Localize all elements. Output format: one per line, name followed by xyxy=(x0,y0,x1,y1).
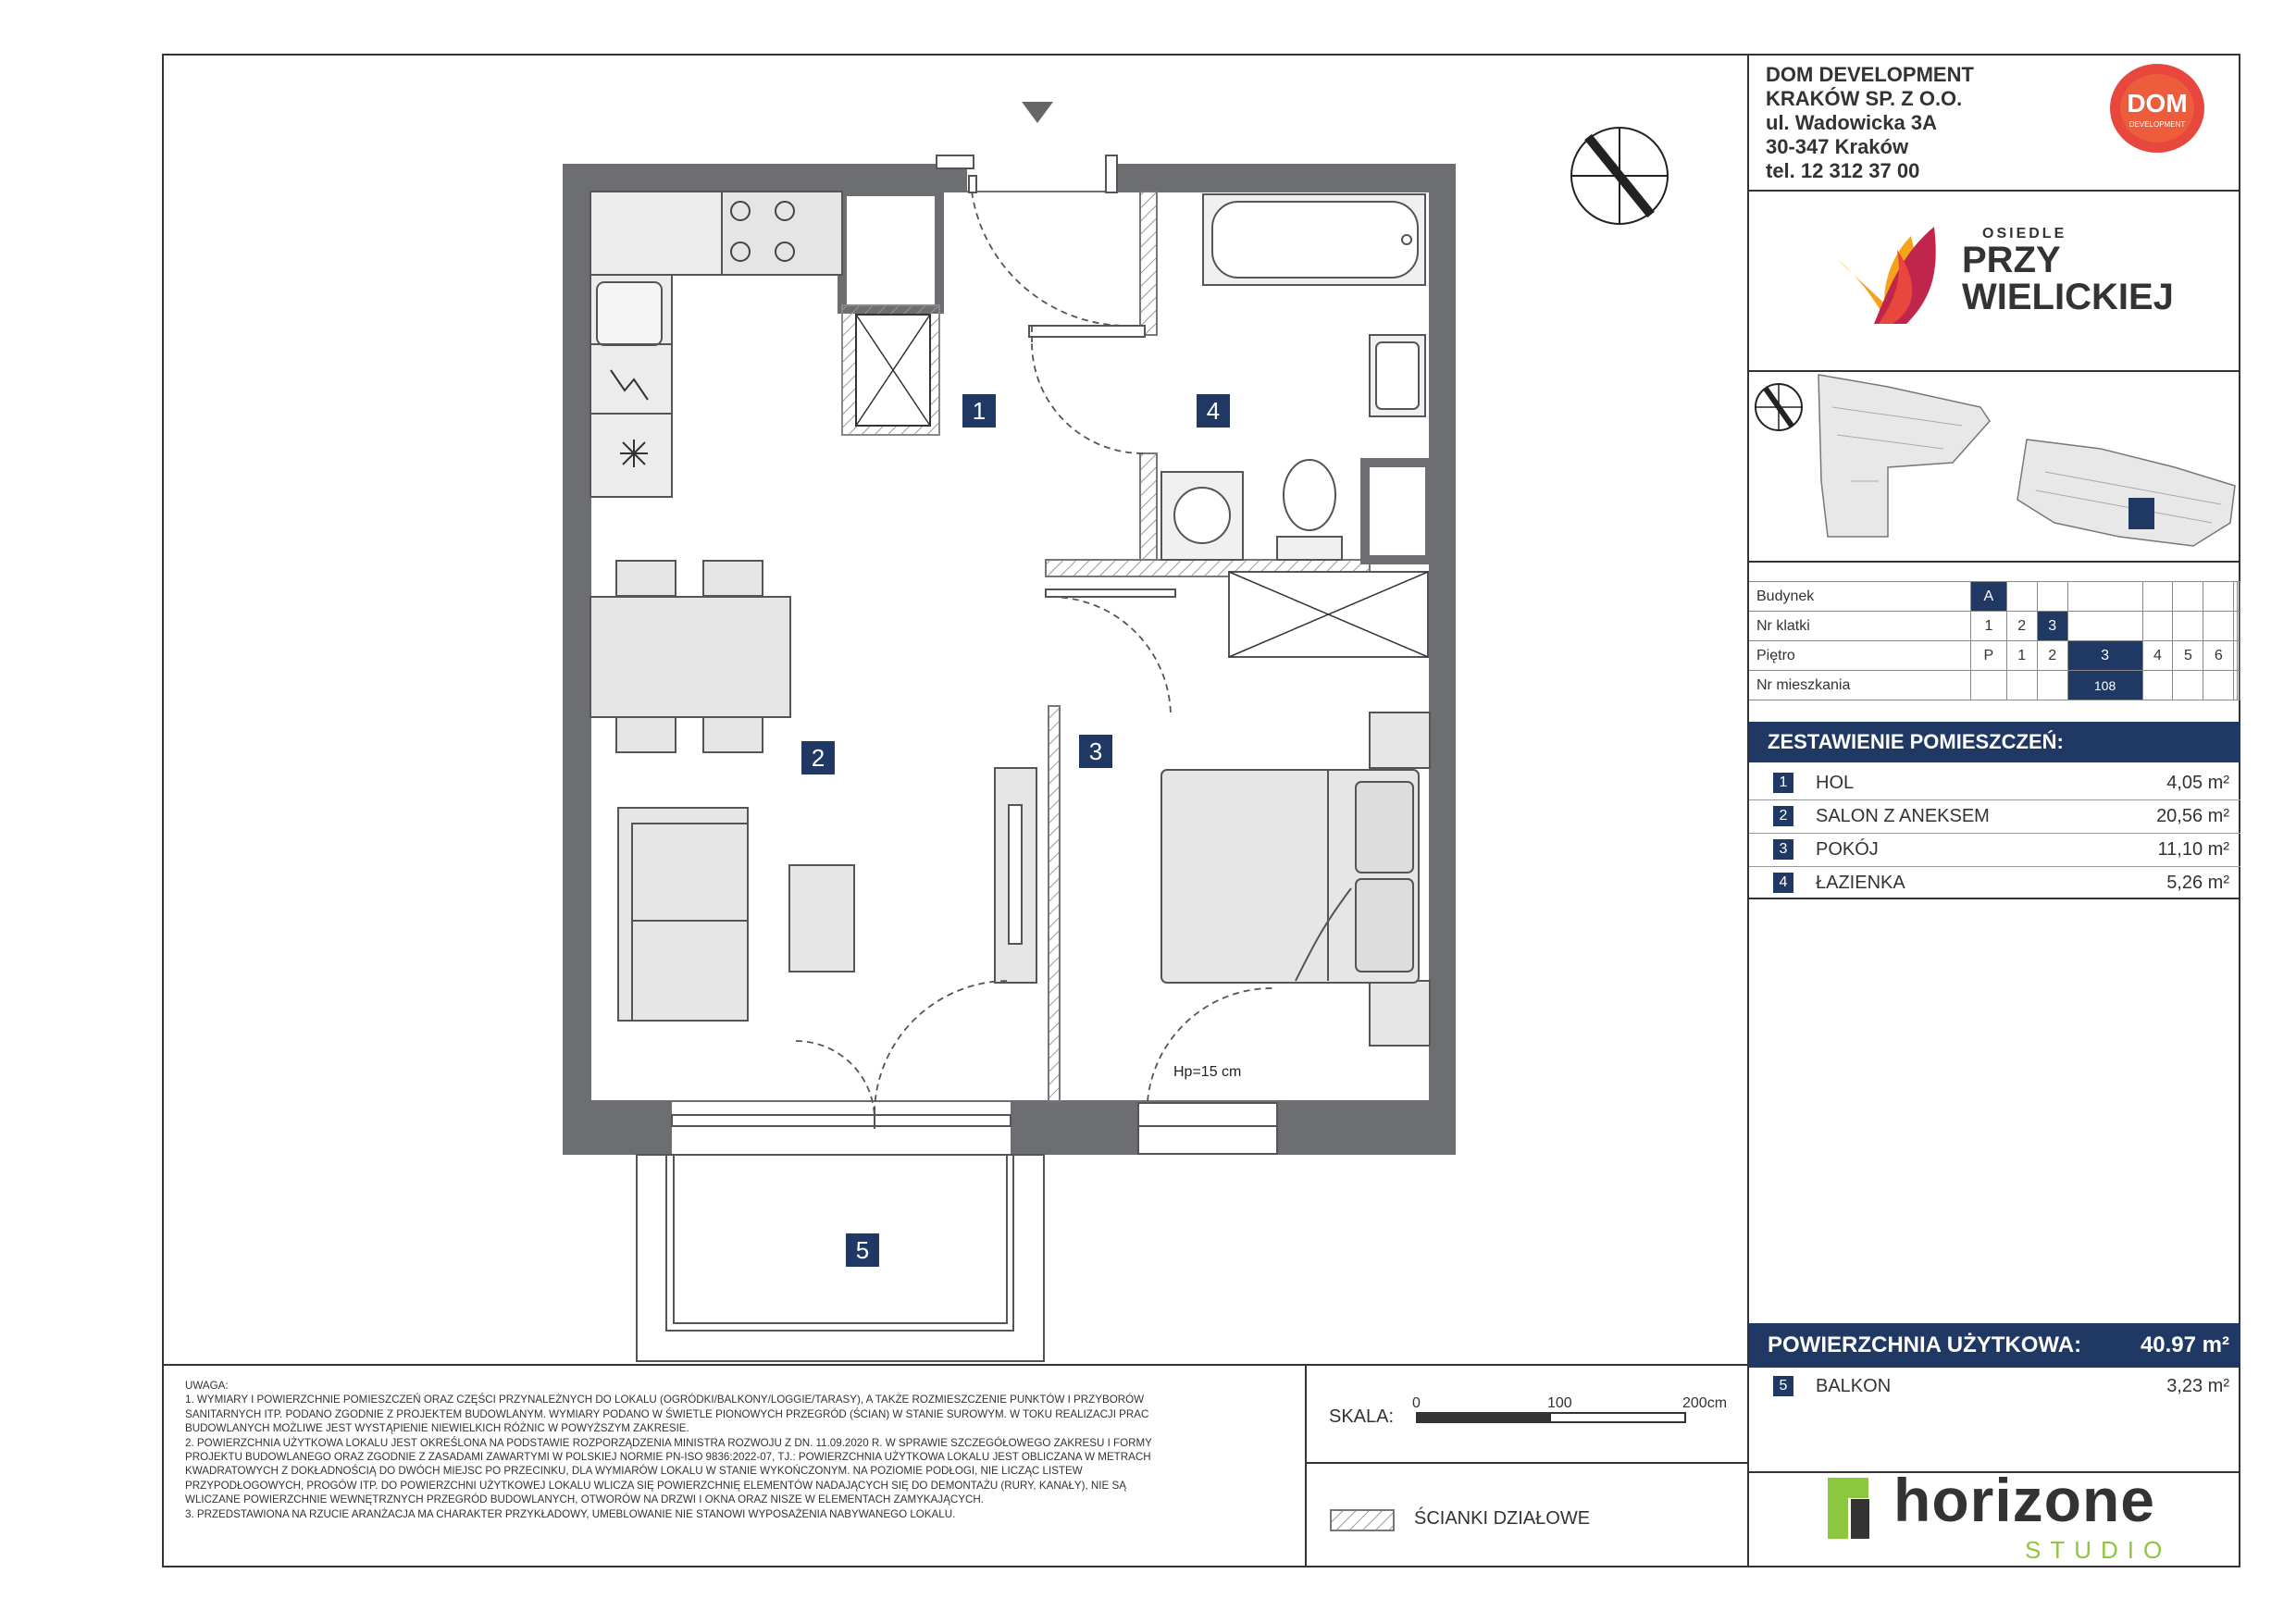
info-cell: 5 xyxy=(2173,641,2203,671)
estate-logo-line1: OSIEDLE xyxy=(1982,226,2067,242)
info-cell xyxy=(2006,582,2037,612)
info-cell xyxy=(2142,671,2173,700)
dom-logo-text xyxy=(2110,91,2204,117)
info-cell: 2 xyxy=(2006,612,2037,641)
toilet xyxy=(1277,460,1342,560)
info-cell xyxy=(2173,671,2203,700)
info-row-building xyxy=(1749,582,2240,612)
coffee-table xyxy=(789,865,854,972)
notes xyxy=(185,1379,1291,1521)
info-cell xyxy=(2203,612,2234,641)
info-cell xyxy=(1971,671,2007,700)
compass-small-icon xyxy=(1756,384,1802,430)
location-table xyxy=(1749,581,2240,700)
window-sill-height-label: Hp=15 cm xyxy=(1173,1064,1242,1080)
balcony-area: 3,23 m² xyxy=(2166,1376,2229,1396)
info-cell: A xyxy=(1971,582,2007,612)
scale-tick-100: 100 xyxy=(1547,1395,1572,1411)
key-plan-flat-marker xyxy=(2128,498,2154,529)
key-plan xyxy=(1818,375,2235,546)
horizone-logo-mark xyxy=(1828,1478,1869,1539)
total-area-bar xyxy=(1749,1323,2240,1368)
info-cell xyxy=(2173,612,2203,641)
sink xyxy=(597,282,662,345)
total-area-value: 40.97 m² xyxy=(2140,1332,2229,1357)
windows xyxy=(672,1103,1277,1154)
room-area: 5,26 m² xyxy=(2166,873,2229,893)
info-cell: 1 xyxy=(1971,612,2007,641)
notes-title: UWAGA: xyxy=(185,1380,229,1392)
info-cell xyxy=(2037,582,2067,612)
info-cell: 4 xyxy=(2142,641,2173,671)
balcony-name: BALKON xyxy=(1816,1376,1892,1396)
info-cell xyxy=(2173,582,2203,612)
info-cell: P xyxy=(1971,641,2007,671)
room-badge-3: 3 xyxy=(1079,735,1112,768)
legend-hatch xyxy=(1331,1510,1394,1530)
room-area: 4,05 m² xyxy=(2166,773,2229,793)
room-row xyxy=(1749,799,2240,833)
dom-logo-word: DOM xyxy=(2127,89,2188,118)
room-name: SALON Z ANEKSEM xyxy=(1816,806,1990,826)
info-cell xyxy=(2067,582,2142,612)
room-badge-5: 5 xyxy=(846,1233,879,1267)
info-cell: 3 xyxy=(2037,612,2067,641)
notes-line: 1. WYMIARY I POWIERZCHNIE POMIESZCZEŃ ORAZ CZĘŚCI PRZYNALEŻNYCH DO LOKALU (OGRÓDKI/BALKONY/LOGGIE/TARASY), A TAKŻE ROZMIESZCZENIE PUNKTÓW I PRZYBORÓW xyxy=(185,1394,1145,1406)
bathtub xyxy=(1203,194,1425,285)
info-cell xyxy=(2237,641,2240,671)
company-line: DOM DEVELOPMENT xyxy=(1766,63,1974,86)
room-name: ŁAZIENKA xyxy=(1816,873,1905,893)
info-cell xyxy=(2237,671,2240,700)
dom-logo-subword: DEVELOPMENT xyxy=(2128,120,2186,129)
room-area: 11,10 m² xyxy=(2157,839,2229,860)
notes-line: KWADRATOWYCH Z DOKŁADNOŚCIĄ DO DWÓCH MIEJSC PO PRZECINKU, DLA WYMIARÓW LOKALU W STANIE WYKOŃCZONYM. NA POZIOMIE PODŁOGI, NIE LICZĄC LISTEW xyxy=(185,1465,1083,1478)
scale-bar xyxy=(1417,1413,1685,1422)
info-row-floor xyxy=(1749,641,2240,671)
company-line: 30-347 Kraków xyxy=(1766,135,1909,158)
rooms-title: ZESTAWIENIE POMIESZCZEŃ: xyxy=(1749,722,2240,762)
info-label: Nr klatki xyxy=(1749,612,1971,641)
info-cell: 2 xyxy=(2037,641,2067,671)
divider xyxy=(1749,190,2240,192)
sofa xyxy=(618,808,748,1021)
notes-line: PRZYPODŁOGOWYCH, PROGÓW ITP. DO POWIERZCHNI UŻYTKOWEJ LOKALU WLICZA SIĘ POWIERZCHNIĘ ELEMENTÓW NADAJĄCYCH SIĘ DO DEMONTAŻU (RURY, KANAŁY), NIE SĄ xyxy=(185,1479,1126,1492)
notes-divider xyxy=(162,1364,1749,1366)
company-line: KRAKÓW SP. Z O.O. xyxy=(1766,87,1963,110)
ventilation-shaft xyxy=(842,192,939,309)
room-name: POKÓJ xyxy=(1816,839,1879,860)
scale-tick-0: 0 xyxy=(1412,1395,1421,1411)
balcony-row xyxy=(1749,1369,2240,1403)
horizone-studio-text xyxy=(2025,1536,2171,1565)
room-row xyxy=(1749,766,2240,799)
scale-label: SKALA: xyxy=(1329,1406,1395,1427)
horizone-word: horizone xyxy=(1893,1466,2155,1534)
info-cell xyxy=(2006,671,2037,700)
info-label: Piętro xyxy=(1749,641,1971,671)
estate-logo-mark xyxy=(1837,227,1936,324)
info-cell: 3 xyxy=(2067,641,2142,671)
info-cell xyxy=(2203,582,2234,612)
scale-divider xyxy=(1305,1462,1749,1464)
notes-divider-v xyxy=(1305,1364,1307,1567)
balcony xyxy=(637,1155,1044,1361)
info-cell: 6 xyxy=(2203,641,2234,671)
horizone-sub: STUDIO xyxy=(2025,1536,2172,1564)
room-name: HOL xyxy=(1816,773,1855,793)
estate-logo-text xyxy=(1962,227,2174,316)
estate-logo-line2: PRZY xyxy=(1962,240,2061,280)
notes-line: 3. PRZEDSTAWIONA NA RZUCIE ARANŻACJA MA CHARAKTER PRZYKŁADOWY, UMEBLOWANIE NIE STANOWI WYPOSAŻENIA NABYWANEGO LOKALU. xyxy=(185,1507,956,1520)
dom-logo-subtext xyxy=(2110,120,2204,129)
info-cell xyxy=(2142,612,2173,641)
company-line: ul. Wadowicka 3A xyxy=(1766,111,1938,134)
legend-label: ŚCIANKI DZIAŁOWE xyxy=(1414,1508,1591,1529)
info-row-flat-number xyxy=(1749,671,2240,700)
total-area-label: POWIERZCHNIA UŻYTKOWA: xyxy=(1768,1332,2082,1357)
info-row-staircase xyxy=(1749,612,2240,641)
notes-line: 2. POWIERZCHNIA UŻYTKOWA LOKALU JEST OKREŚLONA NA PODSTAWIE ROZPORZĄDZENIA MINISTRA ROZWOJU Z DN. 11.09.2020 R. W SPRAWIE SZCZEGÓŁOWEGO ZAKRESU I FORMY xyxy=(185,1436,1152,1449)
info-cell: 108 xyxy=(2067,671,2142,700)
room-badge-1: 1 xyxy=(962,394,996,427)
horizone-logo-text xyxy=(1893,1466,2155,1534)
entrance-arrow xyxy=(1022,102,1053,123)
info-cell: 1 xyxy=(2006,641,2037,671)
info-cell xyxy=(2067,612,2142,641)
room-badge-2: 2 xyxy=(801,741,835,774)
bath-shaft xyxy=(1365,463,1430,560)
company-address xyxy=(1766,63,1974,183)
info-cell xyxy=(2203,671,2234,700)
notes-line: BUDOWLANYCH MOŻLIWE JEST WYSTĄPIENIE NIEWIELKICH RÓŻNIC W POWYŻSZYM ZAKRESIE. xyxy=(185,1422,689,1435)
room-row xyxy=(1749,833,2240,866)
divider xyxy=(1749,561,2240,563)
estate-logo-line3: WIELICKIEJ xyxy=(1962,277,2174,317)
compass-icon xyxy=(1571,128,1668,224)
room-number: 1 xyxy=(1773,773,1793,793)
company-line: tel. 12 312 37 00 xyxy=(1766,159,1920,182)
room-number: 4 xyxy=(1773,873,1793,893)
info-cell xyxy=(2237,612,2240,641)
room-badge-4: 4 xyxy=(1197,394,1230,427)
divider xyxy=(1749,370,2240,372)
balcony-number: 5 xyxy=(1773,1376,1793,1396)
notes-line: SANITARNYCH ITP. PODANO ZGODNIE Z PROJEKTEM BUDOWLANYM. WYMIARY PODANO W ŚWIETLE PIONOWYCH PRZEGRÓD (ŚCIAN) W STANIE SUROWYM. W TOKU REALIZACJI PRAC xyxy=(185,1407,1149,1420)
info-cell xyxy=(2237,582,2240,612)
cooktop xyxy=(722,192,842,275)
room-row xyxy=(1749,866,2240,899)
info-label: Nr mieszkania xyxy=(1749,671,1971,700)
info-cell xyxy=(2037,671,2067,700)
bed xyxy=(1161,712,1430,1046)
notes-line: PROJEKTU BUDOWLANEGO ORAZ ZGODNIE Z ZASADAMI ZAWARTYMI W POLSKIEJ NORMIE PN-ISO 9836:2022-07, TJ.: POWIERZCHNIA UŻYTKOWA LOKALU JEST OBLICZANA W METRACH xyxy=(185,1451,1151,1464)
notes-line: WLICZANE POWIERZCHNIE WEWNĘTRZNYCH PRZEGRÓD BUDOWLANYCH, OTWORÓW NA DRZWI I OKNA ORAZ NISZE W ELEMENTACH ZAMYKAJĄCYCH. xyxy=(185,1493,984,1506)
scale-tick-200: 200cm xyxy=(1682,1395,1728,1411)
dining-set xyxy=(590,561,790,752)
info-cell xyxy=(2142,582,2173,612)
room-number: 2 xyxy=(1773,806,1793,826)
info-label: Budynek xyxy=(1749,582,1971,612)
room-number: 3 xyxy=(1773,839,1793,860)
room-area: 20,56 m² xyxy=(2156,806,2229,826)
